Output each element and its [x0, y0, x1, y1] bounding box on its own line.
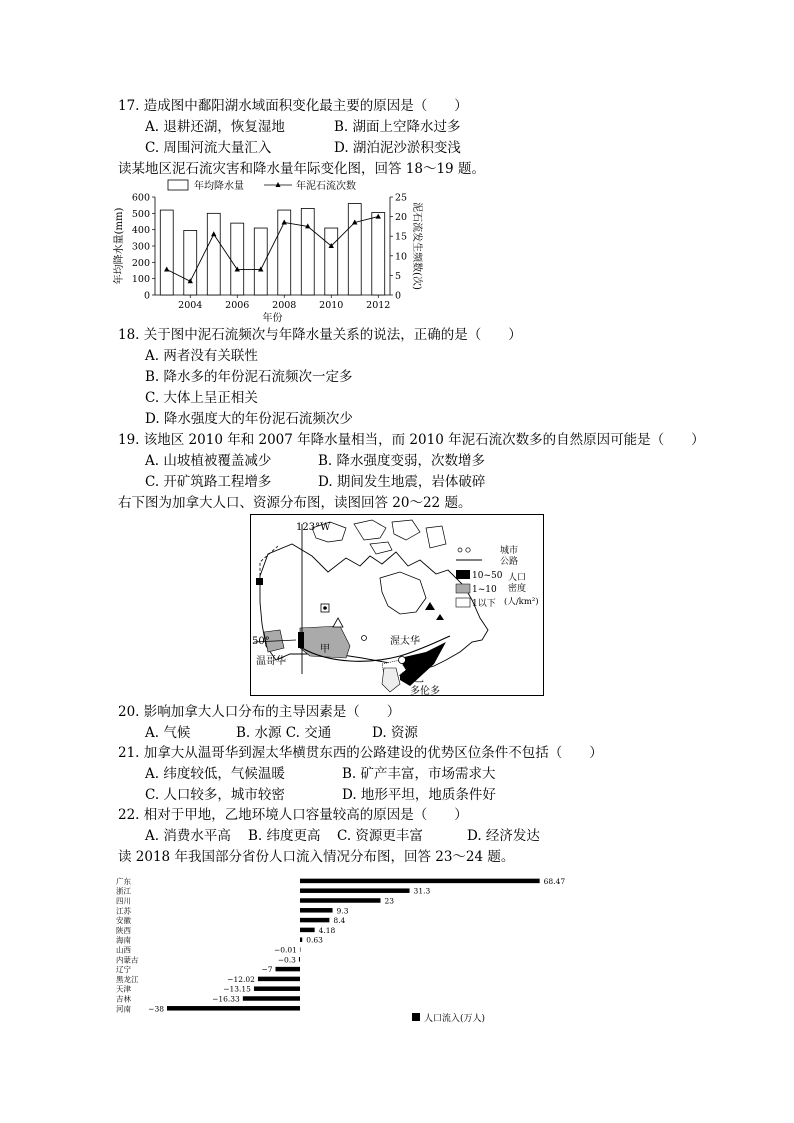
q21-option-a[interactable]: A. 纬度较低，气候温暖	[145, 766, 285, 782]
chart2-category-label: 江苏	[116, 906, 131, 916]
chart2-category-label: 广东	[116, 876, 131, 886]
chart2-bar	[300, 898, 381, 903]
chart1-left-tick-label: 0	[143, 290, 150, 302]
chart1-precip-bar	[160, 210, 173, 295]
chart1-left-tick-label: 300	[131, 241, 150, 253]
legend-precip-label: 年均降水量	[194, 181, 244, 192]
q22-stem: 22. 相对于甲地，乙地环境人口容量较高的原因是（ ）	[118, 807, 468, 823]
chart1-left-tick-label: 400	[131, 225, 150, 237]
chart1-x-tick-label: 2006	[225, 300, 250, 311]
legend-road: 公路	[500, 557, 519, 567]
chart2-bar	[167, 1006, 300, 1011]
q18-option-d[interactable]: D. 降水强度大的年份泥石流频次少	[145, 411, 353, 427]
legend-swatch-mid	[456, 584, 470, 593]
meridian-label: 123°W	[296, 522, 331, 533]
chart1-x-tick-label: 2004	[178, 300, 203, 311]
q21-option-c[interactable]: C. 人口较多，城市较密	[145, 787, 285, 803]
q17-option-b[interactable]: B. 湖面上空降水过多	[334, 119, 461, 135]
chart2-value-label: 8.4	[333, 916, 346, 926]
chart1-precip-bar	[301, 208, 314, 295]
chart2-category-label: 山西	[116, 945, 131, 955]
chart2-category-label: 内蒙古	[116, 955, 139, 965]
chart1-precip-bar	[325, 228, 338, 295]
q22-option-d[interactable]: D. 经济发达	[467, 828, 540, 844]
intro-18-19: 读某地区泥石流灾害和降水量年际变化图，回答 18～19 题。	[118, 161, 485, 177]
chart1-right-tick-label: 25	[395, 192, 408, 204]
chart1-precip-bar	[254, 228, 267, 295]
chart1-precip-bar	[184, 230, 197, 295]
q17-option-d[interactable]: D. 湖泊泥沙淤积变浅	[334, 140, 461, 156]
chart2-value-label: 23	[384, 896, 395, 906]
chart2-bar	[300, 908, 333, 913]
chart1-x-tick-label: 2008	[272, 300, 297, 311]
ottawa-label: 渥太华	[390, 636, 420, 647]
q18-option-a[interactable]: A. 两者没有关联性	[145, 348, 258, 364]
chart1-ylabel-right: 泥石流发生频数(次)	[411, 202, 422, 290]
jia-label: 甲	[320, 644, 330, 655]
chart2-bar	[300, 879, 540, 884]
chart2-bar	[254, 986, 300, 991]
q19-stem: 19. 该地区 2010 年和 2007 年降水量相当，而 2010 年泥石流次数多的自然原因可能是（ ）	[118, 432, 705, 448]
city-dot	[362, 636, 367, 641]
chart1-right-tick-label: 10	[395, 251, 408, 263]
chart2-value-label: 9.3	[336, 906, 349, 916]
vancouver-label: 温哥华	[256, 656, 286, 667]
chart2-category-label: 辽宁	[116, 965, 131, 975]
q19-option-b[interactable]: B. 降水强度变弱，次数增多	[318, 453, 486, 469]
chart2-bar	[243, 996, 300, 1001]
chart1-bars	[160, 204, 384, 295]
chart2-value-label: −13.15	[223, 984, 251, 994]
chart2-category-label: 吉林	[116, 994, 131, 1004]
chart1-xlabel: 年份	[262, 313, 283, 324]
q19-option-c[interactable]: C. 开矿筑路工程增多	[145, 474, 272, 490]
q20-option-d[interactable]: D. 资源	[372, 725, 418, 741]
chart1-left-tick-label: 500	[131, 208, 150, 220]
legend-swatch-dense	[456, 570, 470, 579]
legend-d3: 1以下	[472, 599, 496, 609]
chart1-left-tick-label: 200	[131, 257, 150, 269]
q20-option-a[interactable]: A. 气候	[145, 725, 191, 741]
chart1-precip-bar	[231, 223, 244, 295]
q17-option-a[interactable]: A. 退耕还湖，恢复湿地	[145, 119, 285, 135]
lat-label: 50°	[252, 636, 270, 647]
chart2-bar	[300, 947, 301, 952]
q22-option-b[interactable]: B. 纬度更高	[248, 828, 321, 844]
chart1-right-tick-label: 0	[395, 290, 402, 302]
chart1-x-tick-label: 2012	[366, 300, 391, 311]
legend-city: 城市	[500, 546, 519, 556]
q20-option-bc[interactable]: B. 水源 C. 交通	[236, 725, 332, 741]
chart2-category-label: 四川	[116, 896, 131, 906]
legend-bar-swatch	[168, 180, 188, 190]
chart2-value-label: −0.3	[277, 955, 296, 965]
population-inflow-chart	[110, 870, 570, 1030]
q20-stem: 20. 影响加拿大人口分布的主导因素是（ ）	[118, 704, 401, 720]
chart2-category-label: 浙江	[116, 886, 131, 896]
chart2-category-label: 安徽	[116, 916, 131, 926]
chart1-ylabel-left: 年均降水量(mm)	[114, 207, 125, 285]
chart1-right-tick-label: 5	[395, 270, 402, 282]
legend-swatch-sparse	[456, 598, 470, 607]
chart1-right-tick-label: 15	[395, 231, 408, 243]
legend-d2: 1~10	[472, 585, 497, 595]
resource-box-dot	[323, 606, 327, 610]
q18-option-b[interactable]: B. 降水多的年份泥石流频次一定多	[145, 369, 353, 385]
intro-20-22: 右下图为加拿大人口、资源分布图，读图回答 20～22 题。	[118, 495, 472, 511]
chart2-category-label: 陕西	[116, 925, 131, 935]
q22-option-c[interactable]: C. 资源更丰富	[337, 828, 423, 844]
chart2-bar	[276, 967, 301, 972]
q21-option-b[interactable]: B. 矿产丰富，市场需求大	[342, 766, 496, 782]
chart2-legend-label: 人口流入(万人)	[424, 1014, 486, 1024]
q21-option-d[interactable]: D. 地形平坦，地质条件好	[342, 787, 496, 803]
legend-city-dot-1	[458, 548, 462, 552]
chart1-precip-bar	[372, 213, 385, 295]
chart1-x-tick-label: 2010	[319, 300, 344, 311]
chart1-precip-bar	[207, 213, 220, 295]
chart2-legend-swatch	[412, 1013, 420, 1021]
chart2-value-label: 4.18	[318, 925, 336, 935]
chart2-bar	[300, 888, 410, 893]
legend-d1: 10~50	[472, 571, 503, 581]
canada-map	[250, 514, 544, 696]
chart2-value-label: −7	[261, 965, 273, 975]
density-10-50-jia-strip	[298, 632, 304, 648]
legend-debris-label: 年泥石流次数	[296, 181, 356, 192]
q19-option-d[interactable]: D. 期间发生地震，岩体破碎	[318, 474, 486, 490]
chart2-value-label: 31.3	[413, 886, 431, 896]
chart2-category-labels	[116, 876, 139, 1013]
q22-option-a[interactable]: A. 消费水平高	[145, 828, 231, 844]
legend-unit: (人/km²)	[504, 597, 539, 607]
chart2-category-label: 海南	[116, 935, 131, 945]
chart2-category-label: 河南	[116, 1004, 131, 1014]
legend-density-2: 密度	[508, 584, 527, 594]
chart2-value-label: −16.33	[212, 994, 240, 1004]
chart2-value-label: −12.02	[227, 974, 255, 984]
chart2-bar	[299, 957, 300, 962]
chart1-left-tick-label: 600	[131, 192, 150, 204]
chart2-value-labels	[148, 877, 565, 1013]
precip-debris-chart	[100, 175, 440, 325]
chart2-bar	[300, 928, 315, 933]
ottawa-symbol	[399, 657, 406, 664]
chart2-value-label: −0.01	[273, 945, 297, 955]
q19-option-a[interactable]: A. 山坡植被覆盖减少	[145, 453, 272, 469]
yi-label: 乙	[414, 674, 424, 685]
chart2-value-label: 0.63	[306, 935, 323, 945]
chart2-category-label: 黑龙江	[116, 974, 139, 984]
chart2-value-label: 68.47	[543, 876, 566, 886]
legend-city-dot-2	[466, 548, 470, 552]
legend-density-1: 人口	[508, 573, 527, 583]
chart1-legend	[168, 179, 356, 192]
q17-option-c[interactable]: C. 周围河流大量汇入	[145, 140, 272, 156]
toronto-label: 多伦多	[410, 686, 440, 696]
chart1-left-tick-label: 100	[131, 274, 150, 286]
chart2-bar	[258, 977, 300, 982]
resource-square-symbol	[256, 578, 263, 585]
q18-option-c[interactable]: C. 大体上呈正相关	[145, 390, 258, 406]
legend-triangle-marker	[276, 182, 281, 187]
q18-stem: 18. 关于图中泥石流频次与年降水量关系的说法，正确的是（ ）	[118, 327, 522, 343]
chart1-right-tick-label: 20	[395, 212, 408, 224]
chart1-debris-line	[167, 217, 379, 282]
q17-stem: 17. 造成图中鄱阳湖水域面积变化最主要的原因是（ ）	[118, 98, 468, 114]
chart2-value-label: −38	[148, 1004, 164, 1014]
chart1-precip-bar	[348, 204, 361, 295]
chart2-category-label: 天津	[116, 984, 131, 994]
chart2-bar	[300, 918, 329, 923]
chart2-bar	[300, 937, 302, 942]
intro-23-24: 读 2018 年我国部分省份人口流入情况分布图，回答 23～24 题。	[118, 849, 515, 865]
q21-stem: 21. 加拿大从温哥华到渥太华横贯东西的公路建设的优势区位条件不包括（ ）	[118, 745, 603, 761]
